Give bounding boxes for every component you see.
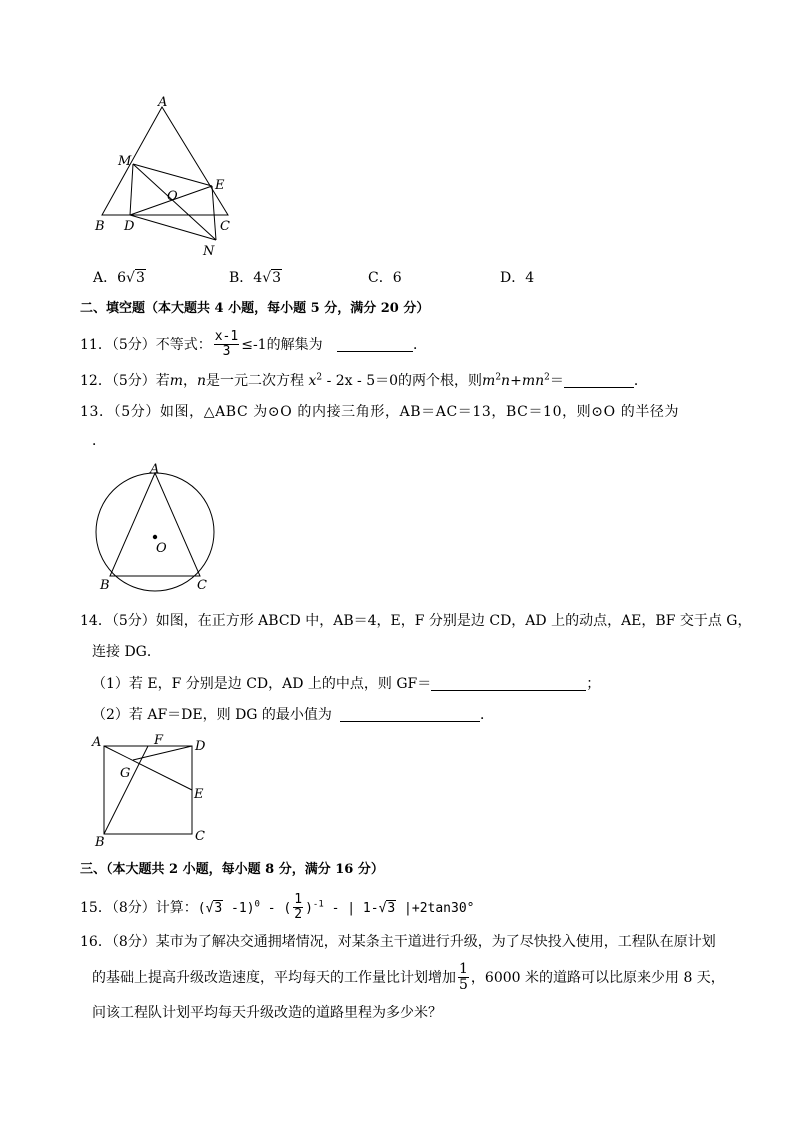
answer-blank-11 [337, 337, 413, 352]
label-a: A [150, 462, 160, 477]
label-d: D [195, 739, 206, 754]
figure-circle-triangle [88, 458, 228, 598]
label-m: M [118, 154, 132, 169]
question-14-part2: （2）若 AF＝DE，则 DG 的最小值为 ． [92, 707, 494, 723]
option-b: B．4√3 [229, 270, 282, 286]
figure-triangle-mne [85, 92, 255, 264]
label-b: B [100, 578, 110, 593]
question-13: 13．（5分）如图，△ABC 为⊙O 的内接三角形，AB＝AC＝13，BC＝10，则⊙O 的半径为 [80, 404, 680, 420]
question-14-line2: 连接 DG． [92, 644, 161, 660]
option-d: D．4 [500, 270, 535, 286]
question-12: 12．（5分）若m，n是一元二次方程 $x^2 - 2x - 5=0$的两个根，则$m^2n+mn^2=$ ． [80, 372, 648, 389]
answer-blank-14-1 [431, 676, 586, 691]
label-b: B [95, 835, 105, 850]
question-11: 11．（5分）不等式： $\frac{x-1}{3}$ ≤-1的解集为 ． [80, 329, 428, 360]
label-a: A [158, 95, 168, 110]
q15-fraction: $\frac{1}{2}$ [294, 892, 303, 923]
question-15: 15．（8分）计算：(√3 -1)$^0$ - ( $\frac{1}{2}$ )$^{-1}$ - | 1-√3 |+2tan30° [80, 892, 475, 923]
label-o: O [167, 189, 178, 204]
figure-square-abcd [88, 730, 218, 850]
label-e: E [194, 787, 204, 802]
q16-fraction: $\frac{1}{5}$ [459, 961, 468, 994]
label-c: C [195, 829, 205, 844]
label-a: A [92, 735, 102, 750]
option-a: A．6√3 [93, 270, 145, 286]
option-c: C．6 [368, 270, 402, 286]
answer-blank-14-2 [340, 707, 480, 722]
label-b: B [95, 219, 105, 234]
question-16-line2: 的基础上提高升级改造速度，平均每天的工作量比计划增加 $\frac{1}{5}$ ，6000 米的道路可以比原来少用 8 天， [92, 961, 725, 994]
question-14-part1: （1）若 E，F 分别是边 CD，AD 上的中点，则 GF＝ ； [92, 676, 601, 692]
label-g: G [120, 766, 131, 781]
label-o: O [156, 541, 167, 556]
question-16: 16．（8分）某市为了解决交通拥堵情况，对某条主干道进行升级，为了尽快投入使用，工程队在原计划 [80, 934, 716, 950]
question-13-end: ． [92, 433, 106, 449]
answer-blank-12 [564, 373, 634, 388]
label-n: N [203, 244, 215, 259]
label-c: C [197, 578, 207, 593]
label-f: F [154, 733, 164, 748]
section-3-heading: 三、（本大题共 2 小题，每小题 8 分，满分 16 分） [80, 862, 384, 877]
label-c: C [220, 219, 230, 234]
question-16-line3: 问该工程队计划平均每天升级改造的道路里程为多少米？ [92, 1005, 442, 1021]
label-d: D [124, 219, 135, 234]
q11-fraction: $\frac{x-1}{3}$ [214, 329, 239, 360]
section-2-heading: 二、填空题（本大题共 4 小题，每小题 5 分，满分 20 分） [80, 301, 430, 316]
question-14: 14．（5分）如图，在正方形 ABCD 中，AB＝4，E，F 分别是边 CD，AD 上的动点，AE，BF 交于点 G， [80, 613, 752, 629]
label-e: E [215, 178, 225, 193]
